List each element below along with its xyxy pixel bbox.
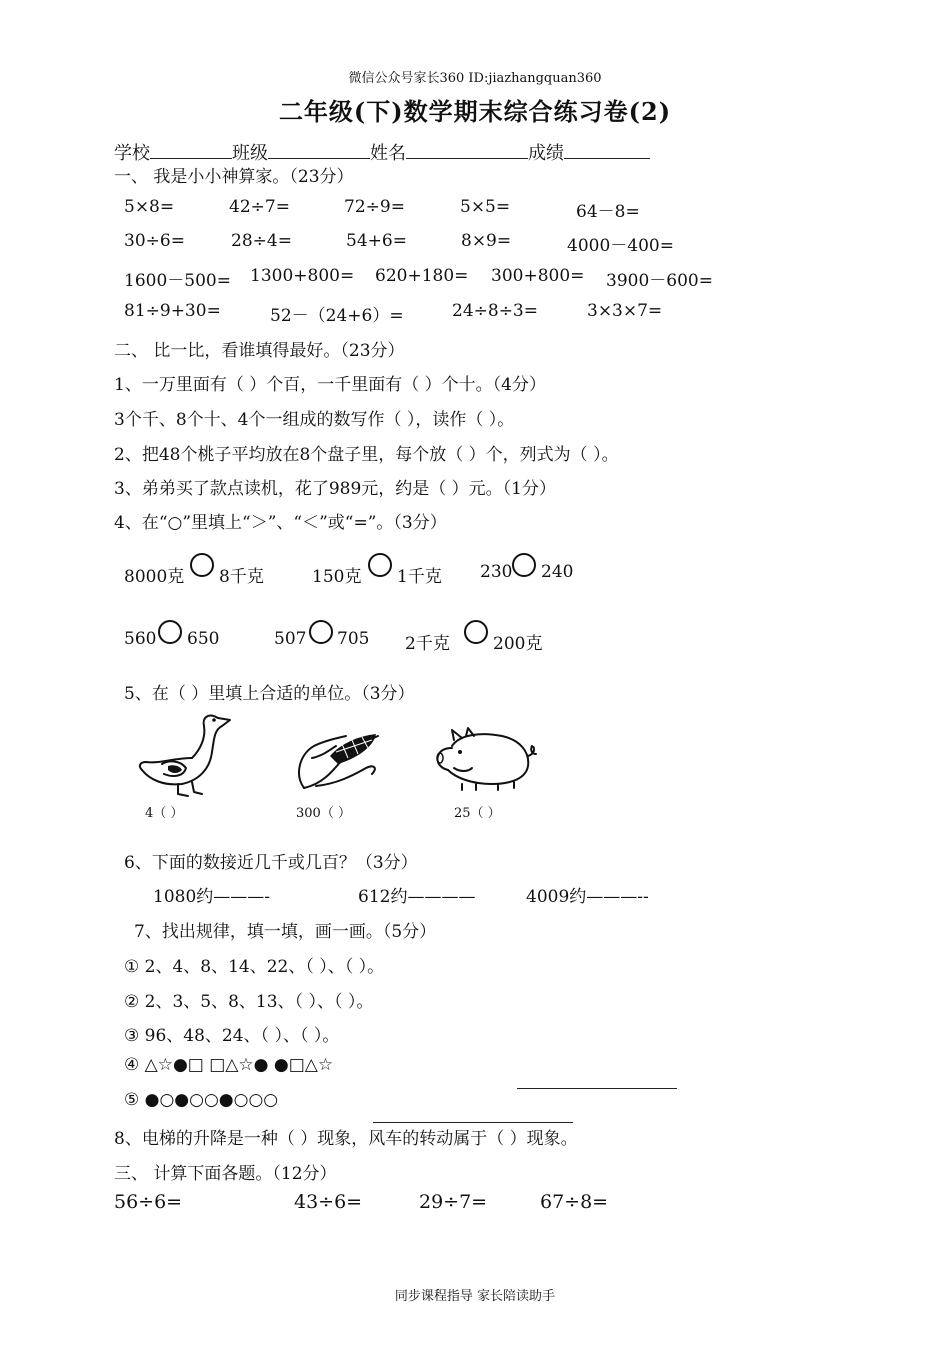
score-label: 成绩 [528, 143, 564, 164]
compare-left: 507 [274, 629, 307, 649]
goose-icon [134, 708, 234, 800]
compare-left: 8000克 [124, 567, 185, 587]
calc-item: 72÷9= [344, 197, 405, 217]
name-blank[interactable] [406, 142, 528, 159]
calc-item: 52－（24+6）= [270, 306, 404, 326]
pattern-item: ③ 96、48、24、（ ）、（ ）。 [124, 1026, 340, 1046]
pattern-item: ④ △☆●□ □△☆● ●□△☆ [124, 1055, 334, 1075]
question-5-heading: 5、在（ ）里填上合适的单位。（3分） [124, 684, 415, 704]
calc-item: 42÷7= [229, 197, 290, 217]
calc-item: 5×5= [460, 197, 511, 217]
question-3: 3、弟弟买了款点读机，花了989元，约是（ ）元。（1分） [114, 479, 556, 499]
calc-item: 43÷6= [294, 1191, 363, 1213]
calc-item: 620+180= [375, 266, 469, 286]
approx-item: 612约———— [358, 887, 476, 907]
pattern-item: ⑤ ●○●○○●○○○ [124, 1090, 279, 1110]
calc-item: 3900－600= [606, 271, 713, 291]
question-6-heading: 6、下面的数接近几千或几百？（3分） [124, 853, 418, 873]
calc-item: 29÷7= [419, 1191, 488, 1213]
page-title: 二年级(下)数学期末综合练习卷(2) [278, 97, 672, 126]
school-blank[interactable] [150, 142, 232, 159]
pattern-item: ① 2、4、8、14、22、（ ）、（ ）。 [124, 957, 385, 977]
approx-item: 4009约———-- [526, 887, 649, 907]
compare-right: 240 [541, 562, 574, 582]
calc-item: 5×8= [124, 197, 175, 217]
compare-circle[interactable] [368, 553, 392, 577]
compare-right: 8千克 [219, 567, 264, 587]
section1-heading: 一、 我是小小神算家。（23分） [114, 167, 354, 187]
calc-item: 24÷8÷3= [452, 301, 538, 321]
calc-item: 54+6= [346, 231, 407, 251]
question-8: 8、电梯的升降是一种（ ）现象，风车的转动属于（ ）现象。 [114, 1129, 578, 1149]
calc-item: 81÷9+30= [124, 301, 221, 321]
class-blank[interactable] [268, 142, 370, 159]
question-1b: 3个千、8个十、4个一组成的数写作（ ），读作（ ）。 [114, 410, 515, 430]
class-label: 班级 [232, 143, 268, 164]
question-4-heading: 4、在“○”里填上“＞”、“＜”或“=”。（3分） [114, 513, 447, 533]
calc-item: 3×3×7= [587, 301, 663, 321]
corn-icon [292, 728, 384, 792]
calc-item: 67÷8= [540, 1191, 609, 1213]
compare-circle[interactable] [464, 620, 488, 644]
picture-caption: 4（ ） [145, 806, 184, 821]
calc-item: 64－8= [576, 202, 640, 222]
footer-text: 同步课程指导 家长陪读助手 [394, 1289, 556, 1304]
question-7-heading: 7、找出规律，填一填，画一画。（5分） [134, 922, 437, 942]
compare-left: 150克 [312, 567, 362, 587]
section2-heading: 二、 比一比，看谁填得最好。（23分） [114, 341, 405, 361]
calc-item: 8×9= [461, 231, 512, 251]
question-1a: 1、一万里面有（ ）个百，一千里面有（ ）个十。（4分） [114, 375, 546, 395]
drawing-answer-line[interactable] [373, 1122, 573, 1123]
calc-item: 1600－500= [124, 271, 231, 291]
compare-circle[interactable] [190, 553, 214, 577]
approx-item: 1080约———- [153, 887, 271, 907]
question-2: 2、把48个桃子平均放在8个盘子里，每个放（ ）个，列式为（ ）。 [114, 445, 619, 465]
picture-caption: 25（ ） [454, 806, 501, 821]
picture-caption: 300（ ） [296, 806, 351, 821]
section3-heading: 三、 计算下面各题。（12分） [114, 1164, 337, 1184]
compare-right: 1千克 [397, 567, 442, 587]
calc-item: 300+800= [491, 266, 585, 286]
calc-item: 56÷6= [114, 1191, 183, 1213]
compare-left: 2千克 [405, 634, 450, 654]
school-label: 学校 [114, 143, 150, 164]
source-line: 微信公众号家长360 ID:jiazhangquan360 [348, 71, 602, 86]
compare-circle[interactable] [158, 620, 182, 644]
pig-icon [432, 726, 542, 792]
compare-right: 705 [337, 629, 370, 649]
name-label: 姓名 [370, 143, 406, 164]
calc-item: 4000－400= [567, 236, 674, 256]
pattern-item: ② 2、3、5、8、13、（ ）、（ ）。 [124, 992, 374, 1012]
compare-right: 200克 [493, 634, 543, 654]
compare-left: 230 [480, 562, 513, 582]
compare-right: 650 [187, 629, 220, 649]
calc-item: 1300+800= [250, 266, 355, 286]
score-blank[interactable] [564, 142, 650, 159]
drawing-answer-line[interactable] [517, 1088, 677, 1089]
compare-circle[interactable] [309, 620, 333, 644]
compare-left: 560 [124, 629, 157, 649]
compare-circle[interactable] [512, 553, 536, 577]
calc-item: 30÷6= [124, 231, 185, 251]
calc-item: 28÷4= [231, 231, 292, 251]
